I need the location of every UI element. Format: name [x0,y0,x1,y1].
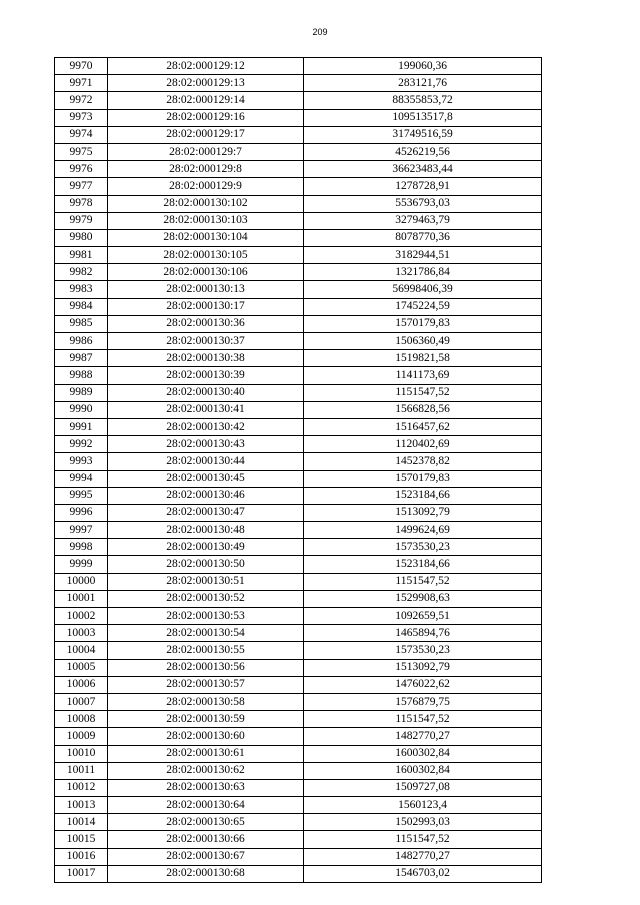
cadastral-number-cell: 28:02:000130:54 [108,625,304,642]
row-number-cell: 9995 [55,487,108,504]
row-number-cell: 10009 [55,728,108,745]
row-number-cell: 10017 [55,865,108,882]
cadastral-number-cell: 28:02:000130:42 [108,418,304,435]
cadastral-number-cell: 28:02:000130:37 [108,333,304,350]
table-row [55,831,542,848]
cadastral-value-cell: 31749516,59 [304,126,542,143]
cadastral-value-cell: 283121,76 [304,75,542,92]
table-row [55,92,542,109]
table-row [55,161,542,178]
cadastral-value-cell: 1506360,49 [304,333,542,350]
row-number-cell: 9984 [55,298,108,315]
table-row [55,504,542,521]
table-row [55,745,542,762]
cadastral-number-cell: 28:02:000130:49 [108,539,304,556]
cadastral-value-cell: 1321786,84 [304,264,542,281]
table-row [55,487,542,504]
cadastral-number-cell: 28:02:000130:43 [108,436,304,453]
row-number-cell: 9980 [55,229,108,246]
cadastral-number-cell: 28:02:000129:7 [108,143,304,160]
table-row [55,762,542,779]
table-row [55,195,542,212]
cadastral-number-cell: 28:02:000129:16 [108,109,304,126]
row-number-cell: 9973 [55,109,108,126]
cadastral-value-cell: 199060,36 [304,58,542,75]
cadastral-number-cell: 28:02:000130:60 [108,728,304,745]
cadastral-value-cell: 1529908,63 [304,590,542,607]
row-number-cell: 9978 [55,195,108,212]
cadastral-value-cell: 1476022,62 [304,676,542,693]
cadastral-number-cell: 28:02:000130:105 [108,247,304,264]
cadastral-value-cell: 1600302,84 [304,762,542,779]
table-body [55,58,542,883]
table-row [55,298,542,315]
cadastral-number-cell: 28:02:000130:51 [108,573,304,590]
table-row [55,143,542,160]
cadastral-value-cell: 3279463,79 [304,212,542,229]
cadastral-number-cell: 28:02:000130:55 [108,642,304,659]
cadastral-value-cell: 1482770,27 [304,848,542,865]
cadastral-number-cell: 28:02:000130:38 [108,350,304,367]
cadastral-value-cell: 1278728,91 [304,178,542,195]
row-number-cell: 9981 [55,247,108,264]
cadastral-number-cell: 28:02:000129:14 [108,92,304,109]
table-row [55,212,542,229]
table-row [55,350,542,367]
cadastral-number-cell: 28:02:000130:67 [108,848,304,865]
cadastral-number-cell: 28:02:000129:12 [108,58,304,75]
cadastral-value-cell: 1141173,69 [304,367,542,384]
row-number-cell: 9972 [55,92,108,109]
cadastral-value-cell: 88355853,72 [304,92,542,109]
table-row [55,264,542,281]
table-row [55,418,542,435]
cadastral-value-cell: 1573530,23 [304,539,542,556]
table-row [55,625,542,642]
cadastral-number-cell: 28:02:000130:40 [108,384,304,401]
cadastral-number-cell: 28:02:000130:57 [108,676,304,693]
row-number-cell: 9991 [55,418,108,435]
row-number-cell: 10002 [55,608,108,625]
table-row [55,814,542,831]
table-row [55,281,542,298]
table-row [55,247,542,264]
cadastral-value-cell: 1151547,52 [304,573,542,590]
cadastral-number-cell: 28:02:000130:41 [108,401,304,418]
row-number-cell: 10012 [55,779,108,796]
table-row [55,109,542,126]
row-number-cell: 10015 [55,831,108,848]
row-number-cell: 9992 [55,436,108,453]
table-row [55,453,542,470]
cadastral-number-cell: 28:02:000130:65 [108,814,304,831]
table-row [55,384,542,401]
cadastral-value-cell: 1523184,66 [304,487,542,504]
cadastral-value-cell: 1513092,79 [304,504,542,521]
cadastral-value-cell: 1576879,75 [304,693,542,710]
cadastral-number-cell: 28:02:000130:39 [108,367,304,384]
cadastral-value-cell: 1519821,58 [304,350,542,367]
row-number-cell: 9979 [55,212,108,229]
row-number-cell: 9998 [55,539,108,556]
page-number: 209 [312,27,328,37]
cadastral-value-cell: 1151547,52 [304,384,542,401]
cadastral-number-cell: 28:02:000130:61 [108,745,304,762]
table-row [55,539,542,556]
table-row [55,848,542,865]
row-number-cell: 9976 [55,161,108,178]
table-row [55,229,542,246]
cadastral-value-cell: 1600302,84 [304,745,542,762]
cadastral-value-cell: 1151547,52 [304,831,542,848]
row-number-cell: 9996 [55,504,108,521]
cadastral-number-cell: 28:02:000130:106 [108,264,304,281]
row-number-cell: 10004 [55,642,108,659]
cadastral-value-cell: 1570179,83 [304,470,542,487]
row-number-cell: 9986 [55,333,108,350]
cadastral-value-cell: 1482770,27 [304,728,542,745]
cadastral-value-cell: 1513092,79 [304,659,542,676]
cadastral-value-cell: 8078770,36 [304,229,542,246]
cadastral-number-cell: 28:02:000130:47 [108,504,304,521]
row-number-cell: 10007 [55,693,108,710]
cadastral-value-cell: 56998406,39 [304,281,542,298]
cadastral-number-cell: 28:02:000130:59 [108,711,304,728]
cadastral-value-cell: 1745224,59 [304,298,542,315]
row-number-cell: 9970 [55,58,108,75]
cadastral-number-cell: 28:02:000130:48 [108,522,304,539]
cadastral-value-cell: 1502993,03 [304,814,542,831]
cadastral-value-cell: 1570179,83 [304,315,542,332]
row-number-cell: 10008 [55,711,108,728]
table-row [55,779,542,796]
row-number-cell: 9987 [55,350,108,367]
cadastral-value-cell: 1566828,56 [304,401,542,418]
table-row [55,401,542,418]
row-number-cell: 10000 [55,573,108,590]
table-row [55,315,542,332]
row-number-cell: 9974 [55,126,108,143]
cadastral-value-cell: 1560123,4 [304,797,542,814]
cadastral-number-cell: 28:02:000130:68 [108,865,304,882]
cadastral-number-cell: 28:02:000130:102 [108,195,304,212]
cadastral-value-cell: 1151547,52 [304,711,542,728]
row-number-cell: 9993 [55,453,108,470]
row-number-cell: 9982 [55,264,108,281]
cadastral-value-cell: 4526219,56 [304,143,542,160]
row-number-cell: 10001 [55,590,108,607]
table-row [55,58,542,75]
row-number-cell: 10010 [55,745,108,762]
row-number-cell: 10016 [55,848,108,865]
cadastral-number-cell: 28:02:000130:45 [108,470,304,487]
cadastral-number-cell: 28:02:000130:50 [108,556,304,573]
row-number-cell: 9971 [55,75,108,92]
cadastral-value-cell: 5536793,03 [304,195,542,212]
cadastral-number-cell: 28:02:000130:53 [108,608,304,625]
table-row [55,573,542,590]
table-row [55,642,542,659]
cadastral-number-cell: 28:02:000130:17 [108,298,304,315]
table-row [55,659,542,676]
table-row [55,728,542,745]
row-number-cell: 9985 [55,315,108,332]
row-number-cell: 9999 [55,556,108,573]
cadastral-number-cell: 28:02:000130:46 [108,487,304,504]
table-row [55,797,542,814]
table-row [55,711,542,728]
cadastral-value-cell: 1465894,76 [304,625,542,642]
cadastral-value-cell: 1523184,66 [304,556,542,573]
row-number-cell: 9977 [55,178,108,195]
cadastral-value-cell: 1092659,51 [304,608,542,625]
table-row [55,75,542,92]
cadastral-number-cell: 28:02:000130:56 [108,659,304,676]
row-number-cell: 10014 [55,814,108,831]
cadastral-number-cell: 28:02:000130:13 [108,281,304,298]
cadastral-number-cell: 28:02:000130:62 [108,762,304,779]
cadastral-number-cell: 28:02:000130:103 [108,212,304,229]
table-row [55,608,542,625]
cadastral-number-cell: 28:02:000130:52 [108,590,304,607]
row-number-cell: 9997 [55,522,108,539]
table-row [55,436,542,453]
cadastral-number-cell: 28:02:000130:58 [108,693,304,710]
cadastral-value-cell: 1573530,23 [304,642,542,659]
cadastral-number-cell: 28:02:000130:44 [108,453,304,470]
table-row [55,470,542,487]
row-number-cell: 9989 [55,384,108,401]
row-number-cell: 9975 [55,143,108,160]
cadastral-number-cell: 28:02:000129:13 [108,75,304,92]
table-row [55,522,542,539]
table-row [55,590,542,607]
row-number-cell: 9988 [55,367,108,384]
cadastral-number-cell: 28:02:000129:17 [108,126,304,143]
cadastral-number-cell: 28:02:000130:36 [108,315,304,332]
cadastral-value-cell: 3182944,51 [304,247,542,264]
row-number-cell: 10013 [55,797,108,814]
table-row [55,865,542,882]
row-number-cell: 9990 [55,401,108,418]
table-row [55,126,542,143]
cadastral-value-cell: 1452378,82 [304,453,542,470]
row-number-cell: 10005 [55,659,108,676]
cadastral-value-table [54,57,542,883]
row-number-cell: 10003 [55,625,108,642]
cadastral-number-cell: 28:02:000129:8 [108,161,304,178]
table-row [55,333,542,350]
cadastral-value-cell: 36623483,44 [304,161,542,178]
row-number-cell: 9994 [55,470,108,487]
cadastral-number-cell: 28:02:000130:104 [108,229,304,246]
cadastral-number-cell: 28:02:000130:66 [108,831,304,848]
cadastral-value-cell: 1516457,62 [304,418,542,435]
table-row [55,367,542,384]
row-number-cell: 10011 [55,762,108,779]
cadastral-value-cell: 109513517,8 [304,109,542,126]
cadastral-value-cell: 1546703,02 [304,865,542,882]
table-row [55,556,542,573]
cadastral-number-cell: 28:02:000129:9 [108,178,304,195]
row-number-cell: 9983 [55,281,108,298]
cadastral-value-cell: 1509727,08 [304,779,542,796]
table-row [55,178,542,195]
cadastral-number-cell: 28:02:000130:64 [108,797,304,814]
row-number-cell: 10006 [55,676,108,693]
cadastral-number-cell: 28:02:000130:63 [108,779,304,796]
table-row [55,693,542,710]
cadastral-value-cell: 1120402,69 [304,436,542,453]
table-row [55,676,542,693]
cadastral-value-cell: 1499624,69 [304,522,542,539]
